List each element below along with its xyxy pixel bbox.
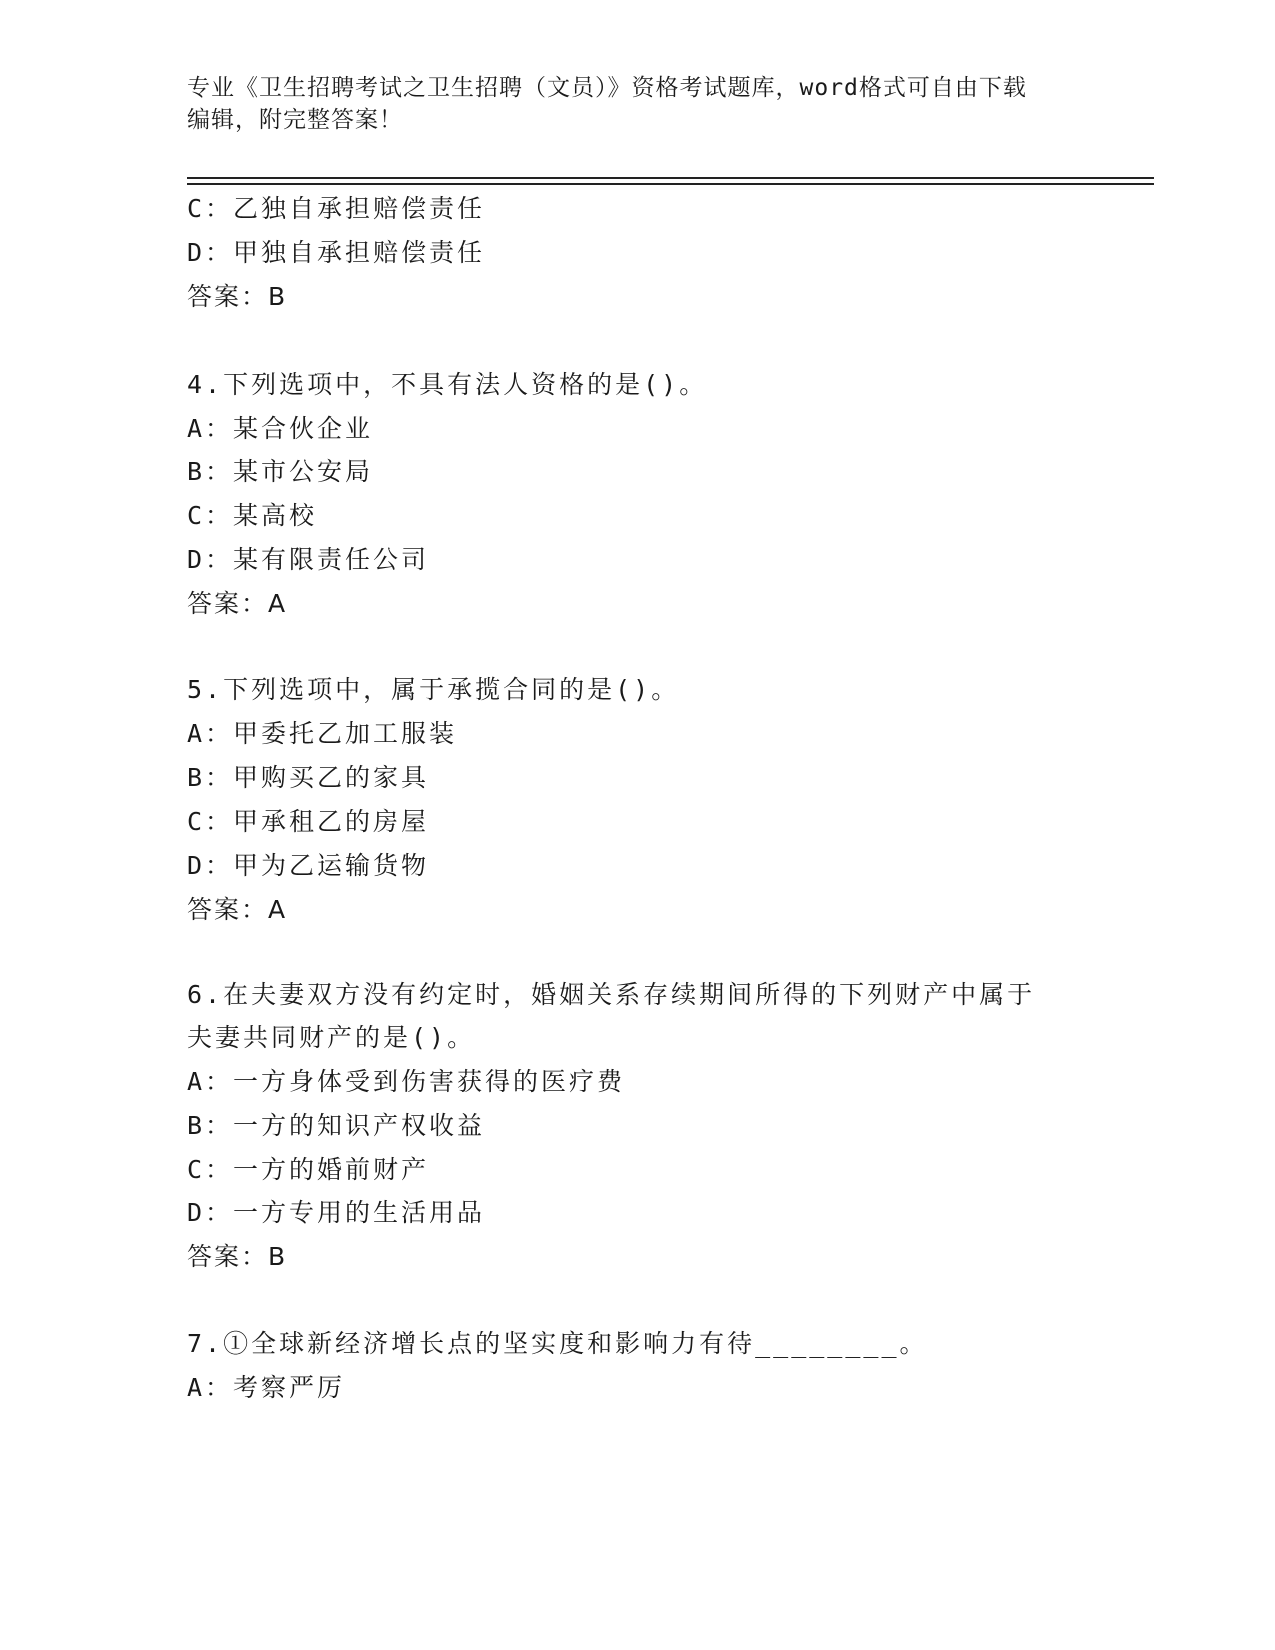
q6-option-a: A：一方身体受到伤害获得的医疗费 — [187, 1067, 626, 1096]
q3-option-c: C：乙独自承担赔偿责任 — [187, 194, 486, 223]
q5-option-b: B：甲购买乙的家具 — [187, 763, 430, 792]
q7-stem: 7.①全球新经济增长点的坚实度和影响力有待________。 — [187, 1329, 928, 1358]
q5-answer: 答案：A — [187, 895, 288, 924]
q6-stem-line-1: 6.在夫妻双方没有约定时，婚姻关系存续期间所得的下列财产中属于 — [187, 980, 1036, 1009]
q4-option-a: A：某合伙企业 — [187, 414, 374, 443]
document-header — [187, 72, 1087, 136]
header-line-2: 编辑，附完整答案！ — [187, 107, 403, 133]
q6-stem-line-2: 夫妻共同财产的是()。 — [187, 1023, 476, 1052]
q4-option-b: B：某市公安局 — [187, 457, 374, 486]
header-divider-bottom — [187, 183, 1154, 185]
header-line-1: 专业《卫生招聘考试之卫生招聘（文员）》资格考试题库，word格式可自由下载 — [187, 75, 1027, 101]
q5-stem: 5.下列选项中，属于承揽合同的是()。 — [187, 675, 680, 704]
q5-option-a: A：甲委托乙加工服装 — [187, 719, 458, 748]
q3-answer: 答案：B — [187, 282, 288, 311]
header-divider-top — [187, 177, 1154, 179]
q7-option-a: A：考察严厉 — [187, 1373, 346, 1402]
q5-option-d: D：甲为乙运输货物 — [187, 851, 430, 880]
q4-stem: 4.下列选项中，不具有法人资格的是()。 — [187, 370, 708, 399]
q4-option-d: D：某有限责任公司 — [187, 545, 430, 574]
q6-option-c: C：一方的婚前财产 — [187, 1155, 430, 1184]
q4-answer: 答案：A — [187, 589, 288, 618]
q5-option-c: C：甲承租乙的房屋 — [187, 807, 430, 836]
q4-option-c: C：某高校 — [187, 501, 318, 530]
q6-option-d: D：一方专用的生活用品 — [187, 1198, 486, 1227]
q6-answer: 答案：B — [187, 1242, 288, 1271]
q3-option-d: D：甲独自承担赔偿责任 — [187, 238, 486, 267]
q6-option-b: B：一方的知识产权收益 — [187, 1111, 486, 1140]
